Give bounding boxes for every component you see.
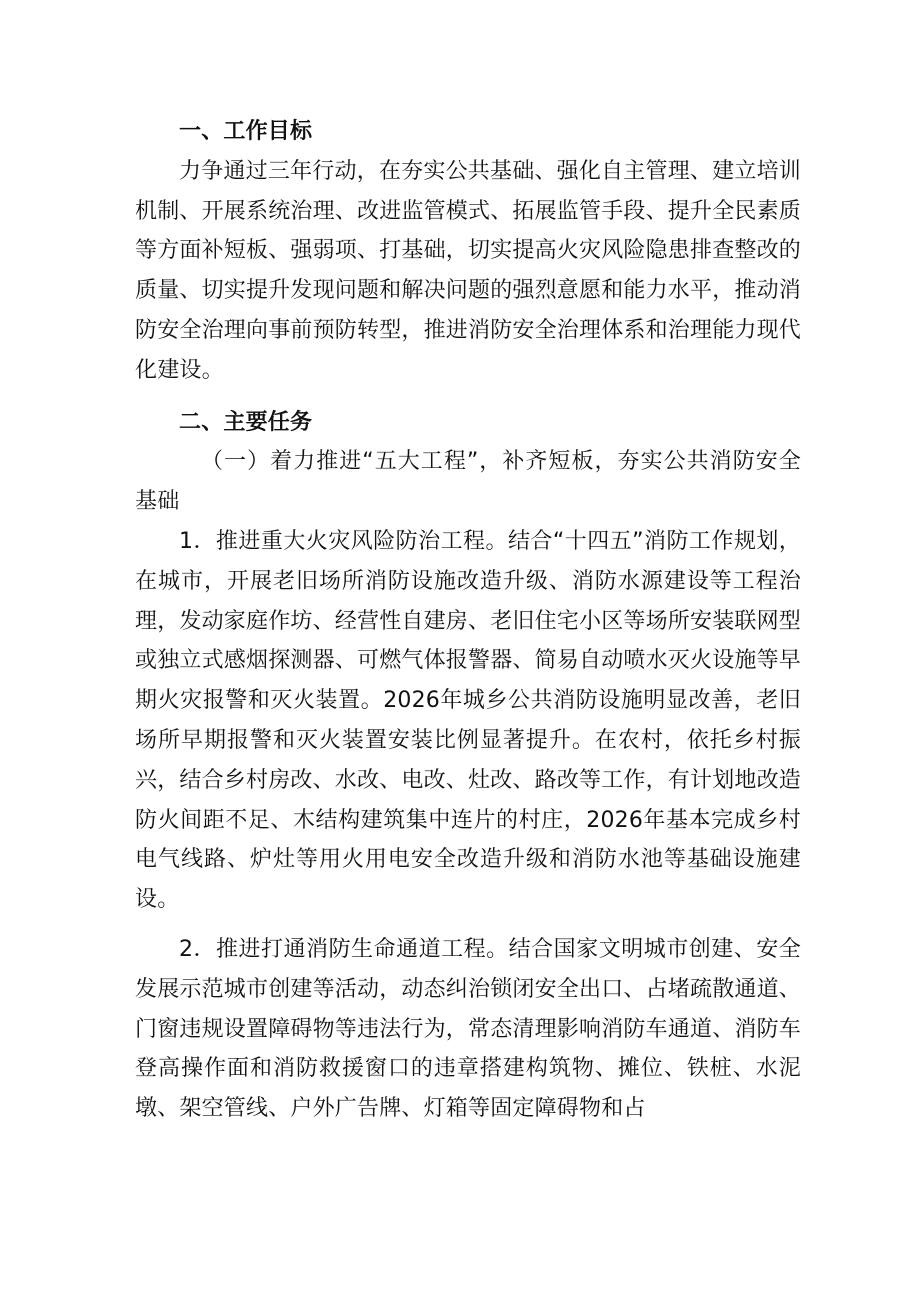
subsection-heading-five-projects: （一）着力推进“五大工程”，补齐短板，夯实公共消防安全基础: [135, 449, 801, 515]
section-heading-main-tasks: 二、主要任务: [179, 409, 313, 435]
document-body: [135, 112, 801, 1129]
section-heading-work-goals: 一、工作目标: [179, 119, 313, 144]
task-item-2-paragraph: 2．推进打通消防生命通道工程。结合国家文明城市创建、安全发展示范城市创建等活动，动态纠治锁闭安全出口、占堵疏散通道、门窗违规设置障碍物等违法行为，常态清理影响消防车通道、消防车登高操作面和消防救援窗口的违章搭建构筑物、摊位、铁桩、水泥墩、架空管线、户外广告牌、灯箱等固定障碍物和占: [135, 936, 802, 1122]
work-goals-paragraph: 力争通过三年行动，在夯实公共基础、强化自主管理、建立培训机制、开展系统治理、改进监管模式、拓展监管手段、提升全民素质等方面补短板、强弱项、打基础，切实提高火灾风险隐患排查整改的质量、切实提升发现问题和解决问题的强烈意愿和能力水平，推动消防安全治理向事前预防转型，推进消防安全治理体系和治理能力现代化建设。: [135, 158, 802, 383]
task-item-1-paragraph: 1．推进重大火灾风险防治工程。结合“十四五”消防工作规划，在城市，开展老旧场所消防设施改造升级、消防水源建设等工程治理，发动家庭作坊、经营性自建房、老旧住宅小区等场所安装联网型或独立式感烟探测器、可燃气体报警器、简易自动喷水灭火设施等早期火灾报警和灭火装置。2026年城乡公共消防设施明显改善，老旧场所早期报警和灭火装置安装比例显著提升。在农村，依托乡村振兴，结合乡村房改、水改、电改、灶改、路改等工作，有计划地改造防火间距不足、木结构建筑集中连片的村庄，2026年基本完成乡村电气线路、炉灶等用火用电安全改造升级和消防水池等基础设施建设。: [135, 528, 802, 913]
